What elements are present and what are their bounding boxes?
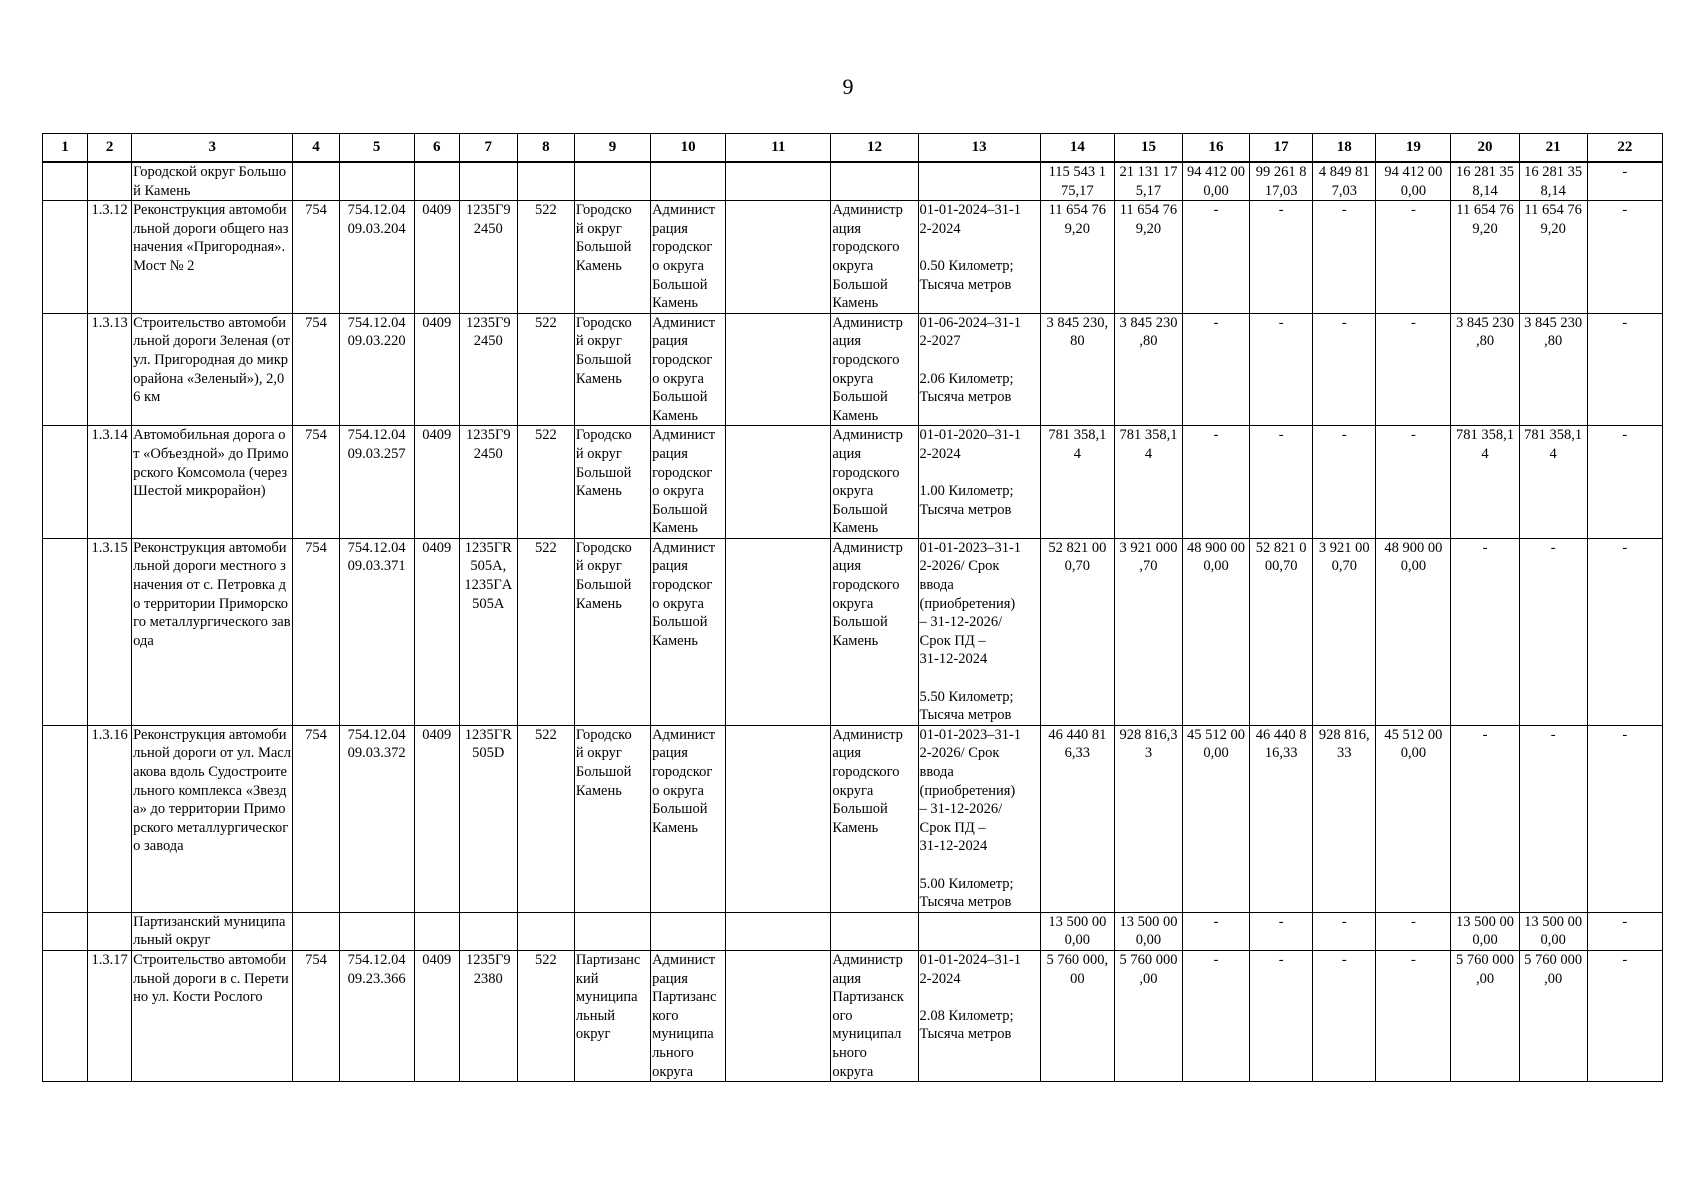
cell-col-3: Строительство автомобильной дороги Зеленая (от ул. Пригородная до микрорайона «Зеленый»), 2,06 км: [132, 313, 293, 426]
cell-col-12: Администр ация городского округа Большой Камень: [831, 426, 918, 539]
cell-col-17: -: [1250, 313, 1313, 426]
cell-col-20: 11 654 76 9,20: [1451, 201, 1519, 314]
cell-col-22: -: [1587, 162, 1662, 201]
cell-col-6: 0409: [414, 725, 459, 912]
cell-col-18: -: [1313, 912, 1376, 950]
cell-col-13: 01-01-2023–31-1 2-2026/ Срок ввода (приобретения) – 31-12-2026/ Срок ПД – 31-12-2024 5.00 Километр; Тысяча метров: [918, 725, 1040, 912]
cell-col-14: 13 500 00 0,00: [1040, 912, 1114, 950]
column-header-17: 17: [1250, 134, 1313, 163]
cell-col-6: 0409: [414, 950, 459, 1081]
cell-col-7: 1235Г9 2450: [459, 426, 517, 539]
cell-col-15: 781 358,1 4: [1114, 426, 1182, 539]
cell-col-10: [651, 162, 726, 201]
cell-col-8: [517, 912, 574, 950]
cell-col-9: Городско й округ Большой Камень: [574, 313, 650, 426]
cell-col-19: 48 900 00 0,00: [1376, 538, 1451, 725]
cell-col-22: -: [1587, 912, 1662, 950]
page-number: 9: [842, 74, 854, 99]
cell-col-5: 754.12.04 09.03.220: [339, 313, 414, 426]
cell-col-8: 522: [517, 725, 574, 912]
cell-col-2: 1.3.14: [88, 426, 132, 539]
cell-col-12: Администр ация городского округа Большой Камень: [831, 725, 918, 912]
cell-col-16: 48 900 00 0,00: [1183, 538, 1250, 725]
cell-col-17: 99 261 8 17,03: [1250, 162, 1313, 201]
cell-col-22: -: [1587, 950, 1662, 1081]
cell-col-13: 01-01-2023–31-1 2-2026/ Срок ввода (приобретения) – 31-12-2026/ Срок ПД – 31-12-2024 5.50 Километр; Тысяча метров: [918, 538, 1040, 725]
cell-col-19: 45 512 00 0,00: [1376, 725, 1451, 912]
column-header-4: 4: [293, 134, 339, 163]
column-header-10: 10: [651, 134, 726, 163]
cell-col-7: 1235ГR 505A, 1235ГA 505A: [459, 538, 517, 725]
cell-col-15: 3 845 230 ,80: [1114, 313, 1182, 426]
cell-col-13: [918, 162, 1040, 201]
cell-col-11: [726, 162, 831, 201]
cell-col-12: Администр ация городского округа Большой Камень: [831, 538, 918, 725]
table-row: [43, 201, 1663, 314]
cell-col-20: 5 760 000 ,00: [1451, 950, 1519, 1081]
cell-col-9: Городско й округ Большой Камень: [574, 538, 650, 725]
cell-col-6: 0409: [414, 538, 459, 725]
cell-col-6: 0409: [414, 313, 459, 426]
column-header-6: 6: [414, 134, 459, 163]
cell-col-19: -: [1376, 426, 1451, 539]
cell-col-19: -: [1376, 313, 1451, 426]
cell-col-17: -: [1250, 912, 1313, 950]
cell-col-1: [43, 162, 88, 201]
column-header-15: 15: [1114, 134, 1182, 163]
table-row: [43, 426, 1663, 539]
cell-col-3: Городской округ Большой Камень: [132, 162, 293, 201]
cell-col-7: [459, 162, 517, 201]
cell-col-5: 754.12.04 09.03.372: [339, 725, 414, 912]
cell-col-12: [831, 162, 918, 201]
cell-col-16: -: [1183, 912, 1250, 950]
cell-col-5: 754.12.04 09.03.257: [339, 426, 414, 539]
cell-col-10: Админист рация городског о округа Большой Камень: [651, 201, 726, 314]
column-header-16: 16: [1183, 134, 1250, 163]
cell-col-16: -: [1183, 426, 1250, 539]
cell-col-18: 4 849 81 7,03: [1313, 162, 1376, 201]
cell-col-14: 781 358,1 4: [1040, 426, 1114, 539]
cell-col-4: [293, 912, 339, 950]
cell-col-6: [414, 912, 459, 950]
column-header-1: 1: [43, 134, 88, 163]
cell-col-19: 94 412 00 0,00: [1376, 162, 1451, 201]
cell-col-2: [88, 912, 132, 950]
cell-col-7: 1235ГR 505D: [459, 725, 517, 912]
cell-col-16: 45 512 00 0,00: [1183, 725, 1250, 912]
cell-col-19: -: [1376, 201, 1451, 314]
cell-col-3: Автомобильная дорога от «Объездной» до Приморского Комсомола (через Шестой микрорайон): [132, 426, 293, 539]
cell-col-6: 0409: [414, 426, 459, 539]
cell-col-16: -: [1183, 950, 1250, 1081]
table-row: [43, 538, 1663, 725]
cell-col-9: Городско й округ Большой Камень: [574, 725, 650, 912]
cell-col-13: 01-06-2024–31-1 2-2027 2.06 Километр; Тысяча метров: [918, 313, 1040, 426]
cell-col-12: Администр ация городского округа Большой Камень: [831, 201, 918, 314]
cell-col-1: [43, 313, 88, 426]
cell-col-16: 94 412 00 0,00: [1183, 162, 1250, 201]
cell-col-15: 5 760 000 ,00: [1114, 950, 1182, 1081]
cell-col-4: 754: [293, 313, 339, 426]
cell-col-8: [517, 162, 574, 201]
cell-col-1: [43, 538, 88, 725]
cell-col-8: 522: [517, 950, 574, 1081]
data-table: [42, 133, 1663, 1082]
cell-col-2: 1.3.15: [88, 538, 132, 725]
cell-col-14: 3 845 230, 80: [1040, 313, 1114, 426]
cell-col-21: 781 358,1 4: [1519, 426, 1587, 539]
cell-col-17: -: [1250, 426, 1313, 539]
cell-col-15: 3 921 000 ,70: [1114, 538, 1182, 725]
table-row: [43, 313, 1663, 426]
table-row: [43, 162, 1663, 201]
cell-col-21: -: [1519, 725, 1587, 912]
cell-col-14: 46 440 81 6,33: [1040, 725, 1114, 912]
cell-col-16: -: [1183, 313, 1250, 426]
cell-col-17: -: [1250, 950, 1313, 1081]
column-header-9: 9: [574, 134, 650, 163]
cell-col-10: Админист рация городског о округа Большой Камень: [651, 538, 726, 725]
cell-col-20: 13 500 00 0,00: [1451, 912, 1519, 950]
cell-col-20: 16 281 35 8,14: [1451, 162, 1519, 201]
cell-col-13: 01-01-2020–31-1 2-2024 1.00 Километр; Тысяча метров: [918, 426, 1040, 539]
cell-col-11: [726, 538, 831, 725]
cell-col-22: -: [1587, 426, 1662, 539]
cell-col-16: -: [1183, 201, 1250, 314]
cell-col-15: 11 654 76 9,20: [1114, 201, 1182, 314]
table-row: [43, 912, 1663, 950]
cell-col-11: [726, 426, 831, 539]
cell-col-2: 1.3.13: [88, 313, 132, 426]
cell-col-13: 01-01-2024–31-1 2-2024 0.50 Километр; Тысяча метров: [918, 201, 1040, 314]
column-header-20: 20: [1451, 134, 1519, 163]
column-header-8: 8: [517, 134, 574, 163]
cell-col-1: [43, 426, 88, 539]
cell-col-21: 11 654 76 9,20: [1519, 201, 1587, 314]
cell-col-1: [43, 912, 88, 950]
cell-col-11: [726, 201, 831, 314]
cell-col-21: 5 760 000 ,00: [1519, 950, 1587, 1081]
cell-col-8: 522: [517, 201, 574, 314]
cell-col-8: 522: [517, 426, 574, 539]
cell-col-4: [293, 162, 339, 201]
cell-col-8: 522: [517, 538, 574, 725]
cell-col-12: Администр ация Партизанск ого муниципал ьного округа: [831, 950, 918, 1081]
cell-col-15: 13 500 00 0,00: [1114, 912, 1182, 950]
column-header-3: 3: [132, 134, 293, 163]
cell-col-3: Реконструкция автомобильной дороги местного значения от с. Петровка до территории Приморского металлургического завода: [132, 538, 293, 725]
cell-col-9: Городско й округ Большой Камень: [574, 201, 650, 314]
cell-col-12: Администр ация городского округа Большой Камень: [831, 313, 918, 426]
cell-col-20: 3 845 230 ,80: [1451, 313, 1519, 426]
cell-col-8: 522: [517, 313, 574, 426]
cell-col-12: [831, 912, 918, 950]
cell-col-4: 754: [293, 950, 339, 1081]
cell-col-15: 928 816,3 3: [1114, 725, 1182, 912]
column-header-21: 21: [1519, 134, 1587, 163]
cell-col-21: 13 500 00 0,00: [1519, 912, 1587, 950]
cell-col-10: [651, 912, 726, 950]
cell-col-22: -: [1587, 538, 1662, 725]
cell-col-9: [574, 162, 650, 201]
cell-col-20: 781 358,1 4: [1451, 426, 1519, 539]
column-header-18: 18: [1313, 134, 1376, 163]
cell-col-4: 754: [293, 201, 339, 314]
cell-col-10: Админист рация городског о округа Большой Камень: [651, 313, 726, 426]
cell-col-18: -: [1313, 313, 1376, 426]
cell-col-17: 52 821 0 00,70: [1250, 538, 1313, 725]
cell-col-22: -: [1587, 313, 1662, 426]
cell-col-3: Реконструкция автомобильной дороги от ул. Маслакова вдоль Судостроительного комплекса «Звезда» до территории Приморского металлургического завода: [132, 725, 293, 912]
column-header-19: 19: [1376, 134, 1451, 163]
cell-col-7: 1235Г9 2450: [459, 201, 517, 314]
cell-col-20: -: [1451, 725, 1519, 912]
cell-col-7: 1235Г9 2380: [459, 950, 517, 1081]
cell-col-11: [726, 725, 831, 912]
cell-col-5: 754.12.04 09.23.366: [339, 950, 414, 1081]
cell-col-1: [43, 201, 88, 314]
cell-col-14: 5 760 000, 00: [1040, 950, 1114, 1081]
cell-col-1: [43, 725, 88, 912]
cell-col-3: Реконструкция автомобильной дороги общего назначения «Пригородная». Мост № 2: [132, 201, 293, 314]
cell-col-2: 1.3.17: [88, 950, 132, 1081]
cell-col-4: 754: [293, 538, 339, 725]
cell-col-19: -: [1376, 950, 1451, 1081]
cell-col-20: -: [1451, 538, 1519, 725]
cell-col-9: [574, 912, 650, 950]
cell-col-13: 01-01-2024–31-1 2-2024 2.08 Километр; Тысяча метров: [918, 950, 1040, 1081]
cell-col-15: 21 131 17 5,17: [1114, 162, 1182, 201]
cell-col-2: 1.3.16: [88, 725, 132, 912]
cell-col-21: -: [1519, 538, 1587, 725]
cell-col-10: Админист рация Партизанс кого муниципа льного округа: [651, 950, 726, 1081]
cell-col-18: -: [1313, 426, 1376, 539]
cell-col-14: 115 543 1 75,17: [1040, 162, 1114, 201]
cell-col-22: -: [1587, 201, 1662, 314]
cell-col-3: Партизанский муниципальный округ: [132, 912, 293, 950]
cell-col-18: 3 921 00 0,70: [1313, 538, 1376, 725]
cell-col-21: 16 281 35 8,14: [1519, 162, 1587, 201]
cell-col-6: 0409: [414, 201, 459, 314]
cell-col-6: [414, 162, 459, 201]
cell-col-2: 1.3.12: [88, 201, 132, 314]
cell-col-11: [726, 950, 831, 1081]
cell-col-11: [726, 313, 831, 426]
cell-col-17: -: [1250, 201, 1313, 314]
table-header-row: [43, 134, 1663, 163]
cell-col-17: 46 440 8 16,33: [1250, 725, 1313, 912]
cell-col-5: 754.12.04 09.03.371: [339, 538, 414, 725]
cell-col-21: 3 845 230 ,80: [1519, 313, 1587, 426]
table-row: [43, 725, 1663, 912]
column-header-14: 14: [1040, 134, 1114, 163]
cell-col-2: [88, 162, 132, 201]
cell-col-7: [459, 912, 517, 950]
cell-col-11: [726, 912, 831, 950]
cell-col-7: 1235Г9 2450: [459, 313, 517, 426]
cell-col-14: 11 654 76 9,20: [1040, 201, 1114, 314]
cell-col-4: 754: [293, 725, 339, 912]
cell-col-10: Админист рация городског о округа Большой Камень: [651, 426, 726, 539]
cell-col-10: Админист рация городског о округа Большой Камень: [651, 725, 726, 912]
column-header-7: 7: [459, 134, 517, 163]
cell-col-18: -: [1313, 950, 1376, 1081]
table-row: [43, 950, 1663, 1081]
cell-col-18: -: [1313, 201, 1376, 314]
cell-col-1: [43, 950, 88, 1081]
cell-col-13: [918, 912, 1040, 950]
column-header-13: 13: [918, 134, 1040, 163]
cell-col-22: -: [1587, 725, 1662, 912]
column-header-5: 5: [339, 134, 414, 163]
column-header-11: 11: [726, 134, 831, 163]
cell-col-5: [339, 912, 414, 950]
cell-col-19: -: [1376, 912, 1451, 950]
column-header-12: 12: [831, 134, 918, 163]
cell-col-18: 928 816, 33: [1313, 725, 1376, 912]
cell-col-5: [339, 162, 414, 201]
column-header-2: 2: [88, 134, 132, 163]
cell-col-9: Партизанс кий муниципа льный округ: [574, 950, 650, 1081]
cell-col-4: 754: [293, 426, 339, 539]
column-header-22: 22: [1587, 134, 1662, 163]
cell-col-9: Городско й округ Большой Камень: [574, 426, 650, 539]
cell-col-14: 52 821 00 0,70: [1040, 538, 1114, 725]
cell-col-5: 754.12.04 09.03.204: [339, 201, 414, 314]
cell-col-3: Строительство автомобильной дороги в с. Перетино ул. Кости Рослого: [132, 950, 293, 1081]
